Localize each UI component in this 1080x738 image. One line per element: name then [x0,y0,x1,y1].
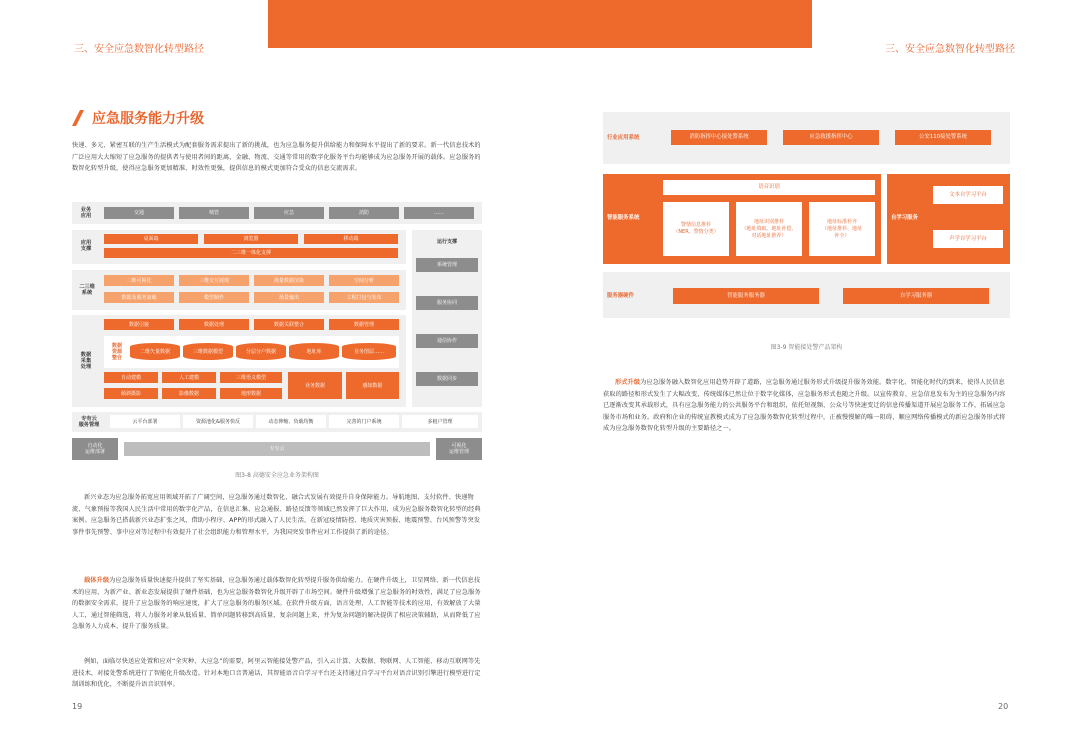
industry-label: 行业应用系统 [607,134,640,141]
figure-caption-left: 图3-8 高德安全应急业务架构图 [235,472,319,479]
industry-item: 公安110接处警系统 [895,130,991,145]
smart-module: 地址识别推荐 （地址填取、地址补偿、 对话地址推荐） [736,202,802,256]
system-23d-item: 工程打包与发布 [329,292,399,303]
run-support-item: 服务协同 [416,296,478,310]
speech-recognition-box: 语音识别 [663,180,875,195]
data-collect-label: 数据 采集 处理 [80,352,92,370]
data-collect-step: 数据引接 [104,319,174,330]
data-fusion-label: 数据 资源 整合 [111,343,122,361]
self-learning-label: 自学习服务 [891,214,918,221]
private-cloud-item: 资源池化&服务快反 [183,415,253,428]
right-paragraph-highlight: 形式升级 [615,379,641,386]
right-paragraph-body: 为应急服务融入数智化应用趋势开辟了道路，应急服务通过服务形式升级提升服务效能。数字化、智能化时代的到来，使得人民信息获取的路径和形式发生了大幅改变，传统媒体已然让位于数字化媒体，应急服务形式也随之升级。以宣传教育、应急信息发布为主的应急服务内容已逐渐改变其承载形式，具有应急服务能力的公共服务平台和组织，依托短视频、公众号等快速变迁的信息传播渠道开展应急服务工作，拓展应急服务市场和业务。政府和企业的传统宣教模式成为了应急服务数智化转型过程中，正被慢慢解的唯一阻碍，顺应网络传播模式的新应急服务形式将成为应急服务数智化转型升级的主要路径之一。 [603,379,1006,433]
section-title: 应急服务能力升级 [92,111,204,127]
business-item: 城管 [179,207,249,219]
hardware-label: 服务器硬件 [607,292,634,299]
private-cloud-bar: 专有云 [124,442,430,456]
system-23d-item: 二维可视化 [104,275,174,286]
data-cylinder: 三维数据模型 [183,343,233,360]
data-block: 人工建模 [162,372,216,383]
data-block: 自动建模 [104,372,158,383]
page-number-right: 20 [998,702,1009,711]
self-learning-item: 文本自学习平台 [933,186,1003,204]
system-23d-item: 数据及服务加载 [104,292,174,303]
visual-ops-box: 可视化 运维管理 [436,438,482,460]
industry-item: 应急救援指挥中心 [783,130,879,145]
data-collect-step: 数据处理 [179,319,249,330]
industry-item: 消防指挥中心接处警系统 [671,130,767,145]
run-support-item: 系统管理 [416,258,478,272]
paragraph-2: 新兴业态为应急服务拓宽应用领域开拓了广阔空间，应急服务通过数智化、融合式发展有效提升自身保障能力。导航地图、支付软件、快递物流、气象预报等我国人民生活中常用的数字化产品，在信息汇集、应急通报、路径反馈等领域已然发挥了巨大作用，成为应急服务数智化转型的经典案例。应急服务已搭载新兴业态扩张之风，借助小程序、APP的形式融入了人民生活，在新冠疫情防控、地质灾害预报、地震预警、台风预警等突发事件事先预警、事中应对等过程中有效提升了社会组织能力和管理水平，为我国突发事件应对工作提供了新的途径。 [72,494,481,536]
private-cloud-label: 专有云 服务管理 [78,416,100,428]
paragraph-3 [72,575,482,633]
run-support-item: 通信协作 [416,334,478,348]
private-cloud-item: 多租户管理 [402,415,478,428]
data-cylinder: 二维矢量数据 [130,343,180,360]
app-support-item: 桌面端 [104,234,198,244]
paragraph-3-body: 为应急服务质量快速提升提供了坚实基础，应急服务通过载体数智化转型提升服务供给能力。在硬件升级上，卫星网络、新一代信息技术的应用，为新产业、新业态发展提供了硬件基础，也为应急服务数智化升级开辟了市场空间。硬件升级增强了应急服务的时效性，满足了应急服务的数据安全需求，提升了应急服务的响应速度，扩大了应急服务的服务区域。在软件升级方面，语言处理、人工智能等技术的应用，有效解放了大量人工，通过智能筛选，将人力服务对象从低质量、简单问题转移到高质量、复杂问题上来，并为复杂问题的解决提供了相应决策辅助，从而降低了应急服务人力成本、提升了服务质量。 [72,577,481,631]
slash-icon [72,110,84,126]
data-block: 三维语义模型 [220,372,282,383]
business-row-label: 业务 应用 [80,207,92,219]
data-cylinder: 业务图层…… [342,343,396,360]
system-23d-item: 海量数据渲染 [254,275,324,286]
page-number-left: 19 [72,702,83,711]
paragraph-3-highlight: 载体升级 [84,577,110,584]
run-support-item: 数据同步 [416,372,478,386]
smart-dispatch-architecture-diagram [603,112,1010,318]
right-header-title: 三、安全应急数智化转型路径 [885,44,1015,55]
run-support-title: 运行支撑 [436,239,457,245]
data-block: 倾斜摄影 [104,388,158,399]
system-23d-item: 模型制作 [179,292,249,303]
smart-module: 警情信息推荐 （NER、警情分类） [663,202,729,256]
business-item: 应急 [254,207,324,219]
intro-paragraph: 快递、多元、紧密互联的生产生活模式为配套服务需求提出了新的挑战，也为应急服务提升供给能力和保障水平提出了新的要求。新一代信息技术的广泛应用大大缩短了应急服务的提供者与使用者间的距离，金融、物流、交通等常用的数字化服务平台均能够成为应急服务开展的载体。应急服务的数智化转型升级，使得应急服务更加精准、时效性更强，提供信息的模式更加符合受众的信息交流需求。 [72,142,481,173]
business-item: 消防 [329,207,399,219]
smart-service-label: 智能服务系统 [607,214,640,221]
data-cylinder: 地址库 [289,343,339,360]
business-item: 交通 [104,207,174,219]
smart-module: 地址标准补齐 （地址推荐、地址 补全） [809,202,875,256]
data-block: 地形数据 [220,388,282,399]
hardware-item: 智能服务服务器 [673,288,819,304]
paragraph-4: 例如，面临尽快送应处置和应对“全灾种、大应急”的需要，阿里云智能接处警产品，引入云计算、大数据、物联网、人工智能、移动互联网等先进技术，对接处警系统进行了智能化升级改造。针对本地口音普通话，其智能语音自学习平台还支持通过自学习平台对语音识别引擎进行模型进行定制训练和优化，不断提升语音识别率。 [72,658,481,689]
system-23d-item: 空间分析 [329,275,399,286]
figure-caption-right: 图3-9 智能接处警产品架构 [770,344,843,351]
self-learning-item: 声学自学习平台 [933,230,1003,248]
app-support-label: 应用 支撑 [80,240,92,252]
system-23d-item: 三维交互展现 [179,275,249,286]
private-cloud-item: 完善的门户系统 [329,415,399,428]
right-paragraph [603,377,1010,435]
data-block: 影像数据 [162,388,216,399]
private-cloud-item: 动态伸缩、负载均衡 [256,415,326,428]
top-accent-bar [268,0,812,48]
app-support-item: 移动端 [304,234,398,244]
business-architecture-diagram [72,200,482,462]
system-23d-item: 场景输出 [254,292,324,303]
business-data-block: 业务数据 [288,372,342,399]
system-23d-label: 二三维 系统 [79,284,95,296]
app-support-bar: 二三维一体化支撑 [104,248,398,258]
data-collect-step: 数据管理 [329,319,399,330]
private-cloud-item: 云平台部署 [110,415,180,428]
auto-deploy-box: 自动化 运维部署 [72,438,118,460]
data-cylinder: 分层分户数据 [236,343,286,360]
left-header-title: 三、安全应急数智化转型路径 [74,44,204,55]
hardware-item: 自学习服务器 [843,288,989,304]
sensor-data-block: 感知数据 [346,372,399,399]
data-collect-step: 数据关联整合 [254,319,324,330]
business-item: …… [404,207,474,219]
app-support-item: 浏览器 [204,234,298,244]
